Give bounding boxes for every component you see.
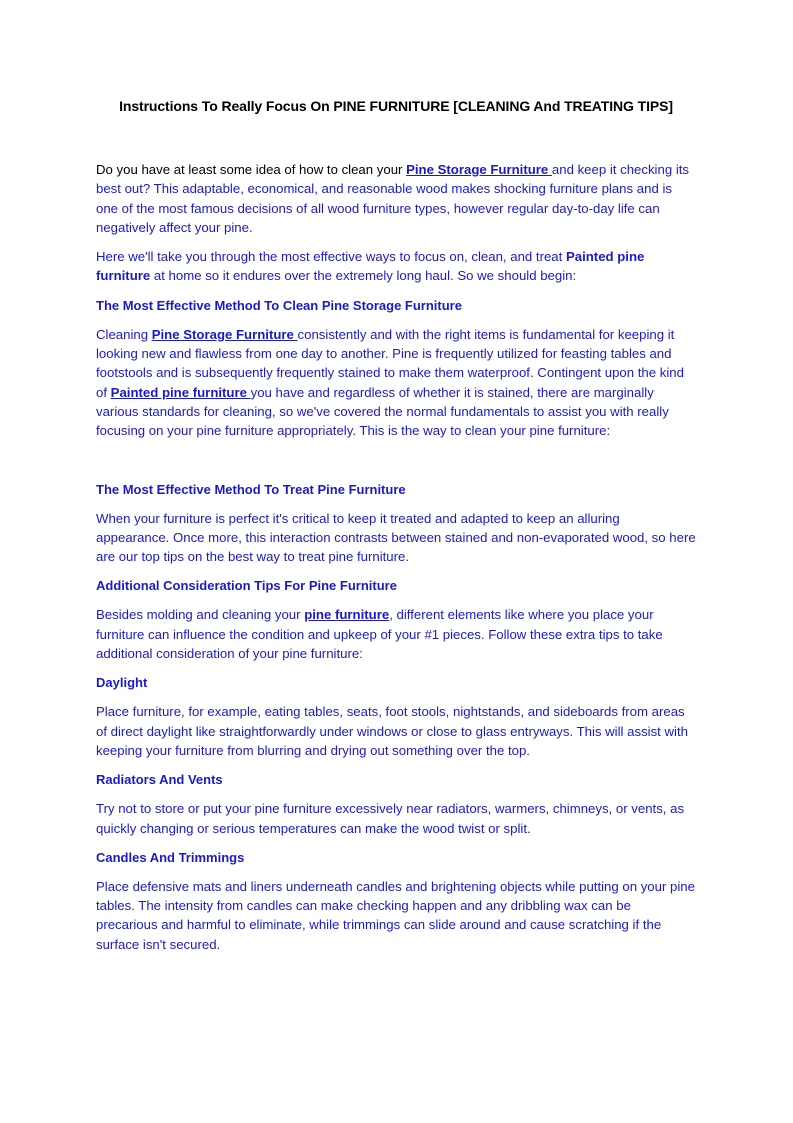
section3-before: Besides molding and cleaning your [96, 607, 305, 623]
document-page [96, 97, 696, 964]
section-heading-radiators: Radiators And Vents [96, 772, 223, 788]
pine-storage-furniture-link-2[interactable]: Pine Storage Furniture [151, 326, 298, 342]
intro-rest-text: and keep it checking its best out? This adaptable, economical, and reasonable wood makes shocking furniture plans and is one of the most famous decisions of all wood furniture types, however regular day-to-day life can negatively affect your pine. [96, 162, 690, 235]
section-heading-treat: The Most Effective Method To Treat Pine Furniture [96, 481, 406, 497]
section1-middle: consistently and with the right items is fundamental for keeping it looking new and flawless from one day to another. Pine is frequently utilized for feasting tables and footstools and is subsequently frequently stained to make them waterproof. Contingent upon the kind of [96, 326, 684, 400]
section3-after: , different elements like where you place your furniture can influence the condition and upkeep of your #1 pieces. Follow these extra tips to take additional consideration of your pine furniture: [96, 607, 663, 662]
section-heading-additional: Additional Consideration Tips For Pine Furniture [96, 578, 397, 594]
intro-paragraph [96, 160, 696, 237]
intro-lead-text: Do you have at least some idea of how to clean your [96, 162, 407, 177]
intro-paragraph-2 [96, 247, 696, 286]
section1-after: you have and regardless of whether it is stained, there are marginally various standards for cleaning, so we've covered the normal fundamentals to assist you with really focusing on your pine furniture appropriately. This is the way to clean your pine furniture: [96, 384, 669, 439]
blank-spacer [96, 451, 696, 480]
painted-pine-furniture-link[interactable]: Painted pine furniture [110, 384, 251, 400]
painted-pine-furniture-bold: Painted pine furniture [96, 249, 645, 284]
section-additional-paragraph [96, 605, 696, 663]
section1-before: Cleaning [96, 326, 152, 342]
pine-furniture-link[interactable]: pine furniture [304, 607, 390, 623]
section-radiators-paragraph: Try not to store or put your pine furniture excessively near radiators, warmers, chimneys, or vents, as quickly changing or serious temperatures can make the wood twist or split. [96, 801, 685, 836]
section-treat-paragraph: When your furniture is perfect it's critical to keep it treated and adapted to keep an alluring appearance. Once more, this interaction contrasts between stained and non-evaporated wood, so here are our top tips on the best way to treat pine furniture. [96, 510, 696, 565]
para2-before: Here we'll take you through the most effective ways to focus on, clean, and treat [96, 249, 566, 265]
pine-storage-furniture-link[interactable]: Pine Storage Furniture [406, 162, 552, 177]
section-candles-paragraph: Place defensive mats and liners underneath candles and brightening objects while putting on your pine tables. The intensity from candles can make checking happen and any dribbling wax can be precarious and harmful to eliminate, while trimmings can slide around and cause scratching if the surface isn't secured. [96, 878, 695, 952]
section-clean-paragraph [96, 325, 696, 441]
section-heading-daylight: Daylight [96, 675, 148, 691]
page-title: Instructions To Really Focus On PINE FURNITURE [CLEANING And TREATING TIPS] [119, 98, 673, 114]
para2-after: at home so it endures over the extremely long haul. So we should begin: [150, 268, 577, 284]
section-daylight-paragraph: Place furniture, for example, eating tables, seats, foot stools, nightstands, and sideboards from areas of direct daylight like straightforwardly under windows or close to glass entryways. This will assist with keeping your furniture from blurring and drying out something over the top. [96, 704, 688, 758]
section-heading-candles: Candles And Trimmings [96, 849, 245, 865]
section-heading-clean: The Most Effective Method To Clean Pine Storage Furniture [96, 297, 462, 313]
